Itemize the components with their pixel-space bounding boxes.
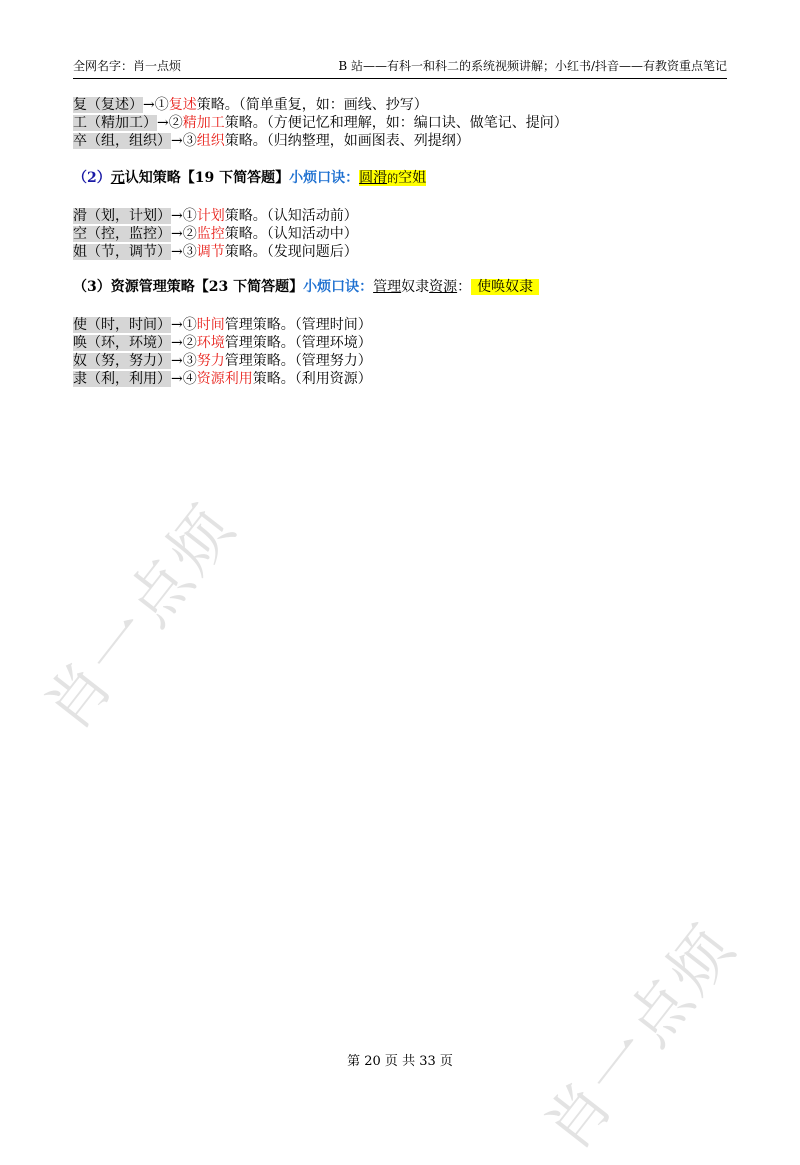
- section3-list: [73, 316, 727, 388]
- strategy-desc: 策略。（认知活动前）: [224, 208, 358, 224]
- strategy-desc: 管理策略。（管理努力）: [224, 353, 372, 369]
- mnemonic-key: 姐（节，调节）: [73, 244, 171, 260]
- mnemonic-key: 使（时，时间）: [73, 317, 171, 333]
- section2-list: [73, 207, 727, 261]
- heading-title-underlined: 元: [110, 170, 125, 186]
- section1-list: [73, 96, 727, 150]
- watermark: 肖一点烦: [30, 489, 251, 743]
- strategy-term: 资源利用: [196, 371, 253, 387]
- arrow-number: →①: [143, 97, 169, 113]
- mnemonic-key: 复（复述）: [73, 97, 143, 113]
- list-item: [73, 225, 727, 243]
- mnemonic-key: 隶（利，利用）: [73, 371, 171, 387]
- section2-heading: [73, 167, 727, 189]
- strategy-term: 努力: [196, 353, 225, 369]
- strategy-term: 监控: [196, 226, 225, 242]
- header-right-text: B 站——有科一和科二的系统视频讲解；小红书/抖音——有教资重点笔记: [338, 59, 727, 73]
- mnemonic-key: 卒（组，组织）: [73, 133, 171, 149]
- mnemonic-phrase-c: 资源: [429, 279, 458, 295]
- strategy-term: 环境: [196, 335, 225, 351]
- mnemonic-key: 奴（努，努力）: [73, 353, 171, 369]
- heading-title: 资源管理策略: [110, 279, 195, 295]
- mnemonic-phrase-a: 管理: [373, 279, 402, 295]
- strategy-term: 时间: [196, 317, 225, 333]
- arrow-number: →③: [171, 353, 197, 369]
- list-item: [73, 243, 727, 261]
- strategy-desc: 策略。（认知活动中）: [224, 226, 358, 242]
- mnemonic-key: 空（控，监控）: [73, 226, 171, 242]
- list-item: [73, 352, 727, 370]
- strategy-desc: 策略。（发现问题后）: [224, 244, 358, 260]
- mnemonic-highlight: 使唤奴隶: [471, 279, 539, 295]
- arrow-number: →①: [171, 317, 197, 333]
- arrow-number: →①: [171, 208, 197, 224]
- arrow-number: →④: [171, 371, 197, 387]
- arrow-number: →②: [171, 335, 197, 351]
- section3-heading: [73, 276, 727, 298]
- arrow-number: →②: [171, 226, 197, 242]
- list-item: [73, 132, 727, 150]
- mnemonic-part-b: 的: [387, 172, 399, 185]
- document-body: [73, 96, 727, 388]
- heading-number: （2）: [73, 170, 111, 186]
- list-item: [73, 334, 727, 352]
- strategy-desc: 策略。（归纳整理，如画图表、列提纲）: [224, 133, 470, 149]
- mnemonic-phrase: [373, 279, 539, 295]
- strategy-term: 计划: [196, 208, 225, 224]
- list-item: [73, 370, 727, 388]
- list-item: [73, 96, 727, 114]
- arrow-number: →③: [171, 244, 197, 260]
- strategy-desc: 策略。（利用资源）: [252, 371, 372, 387]
- mnemonic-key: 滑（划，计划）: [73, 208, 171, 224]
- mnemonic-part-c: 空姐: [398, 170, 427, 186]
- mnemonic-phrase-b: 奴隶: [401, 279, 430, 295]
- page-footer: 第 20 页 共 33 页: [347, 1054, 453, 1069]
- mnemonic-label: 小烦口诀：: [289, 170, 360, 186]
- page-header: [73, 58, 727, 79]
- arrow-number: →②: [157, 115, 183, 131]
- strategy-term: 组织: [196, 133, 225, 149]
- heading-number: （3）: [73, 279, 111, 295]
- strategy-desc: 策略。（方便记忆和理解，如：编口诀、做笔记、提问）: [224, 115, 568, 131]
- list-item: [73, 114, 727, 132]
- strategy-desc: 管理策略。（管理时间）: [224, 317, 372, 333]
- arrow-number: →③: [171, 133, 197, 149]
- list-item: [73, 207, 727, 225]
- watermark: 肖一点烦: [530, 909, 751, 1163]
- mnemonic-part-a: 圆滑: [359, 170, 388, 186]
- mnemonic-label: 小烦口诀：: [303, 279, 374, 295]
- mnemonic-key: 唤（环，环境）: [73, 335, 171, 351]
- mnemonic-key: 工（精加工）: [73, 115, 157, 131]
- heading-bracket: 【23 下简答题】: [194, 279, 304, 295]
- strategy-term: 调节: [196, 244, 225, 260]
- mnemonic-colon: ：: [457, 279, 472, 295]
- strategy-desc: 策略。（简单重复，如：画线、抄写）: [196, 97, 428, 113]
- strategy-desc: 管理策略。（管理环境）: [224, 335, 372, 351]
- strategy-term: 精加工: [182, 115, 225, 131]
- strategy-term: 复述: [168, 97, 197, 113]
- header-left-text: 全网名字：肖一点烦: [73, 59, 182, 73]
- mnemonic-highlight: [359, 170, 426, 186]
- list-item: [73, 316, 727, 334]
- heading-title: 认知策略: [124, 170, 181, 186]
- heading-bracket: 【19 下简答题】: [180, 170, 290, 186]
